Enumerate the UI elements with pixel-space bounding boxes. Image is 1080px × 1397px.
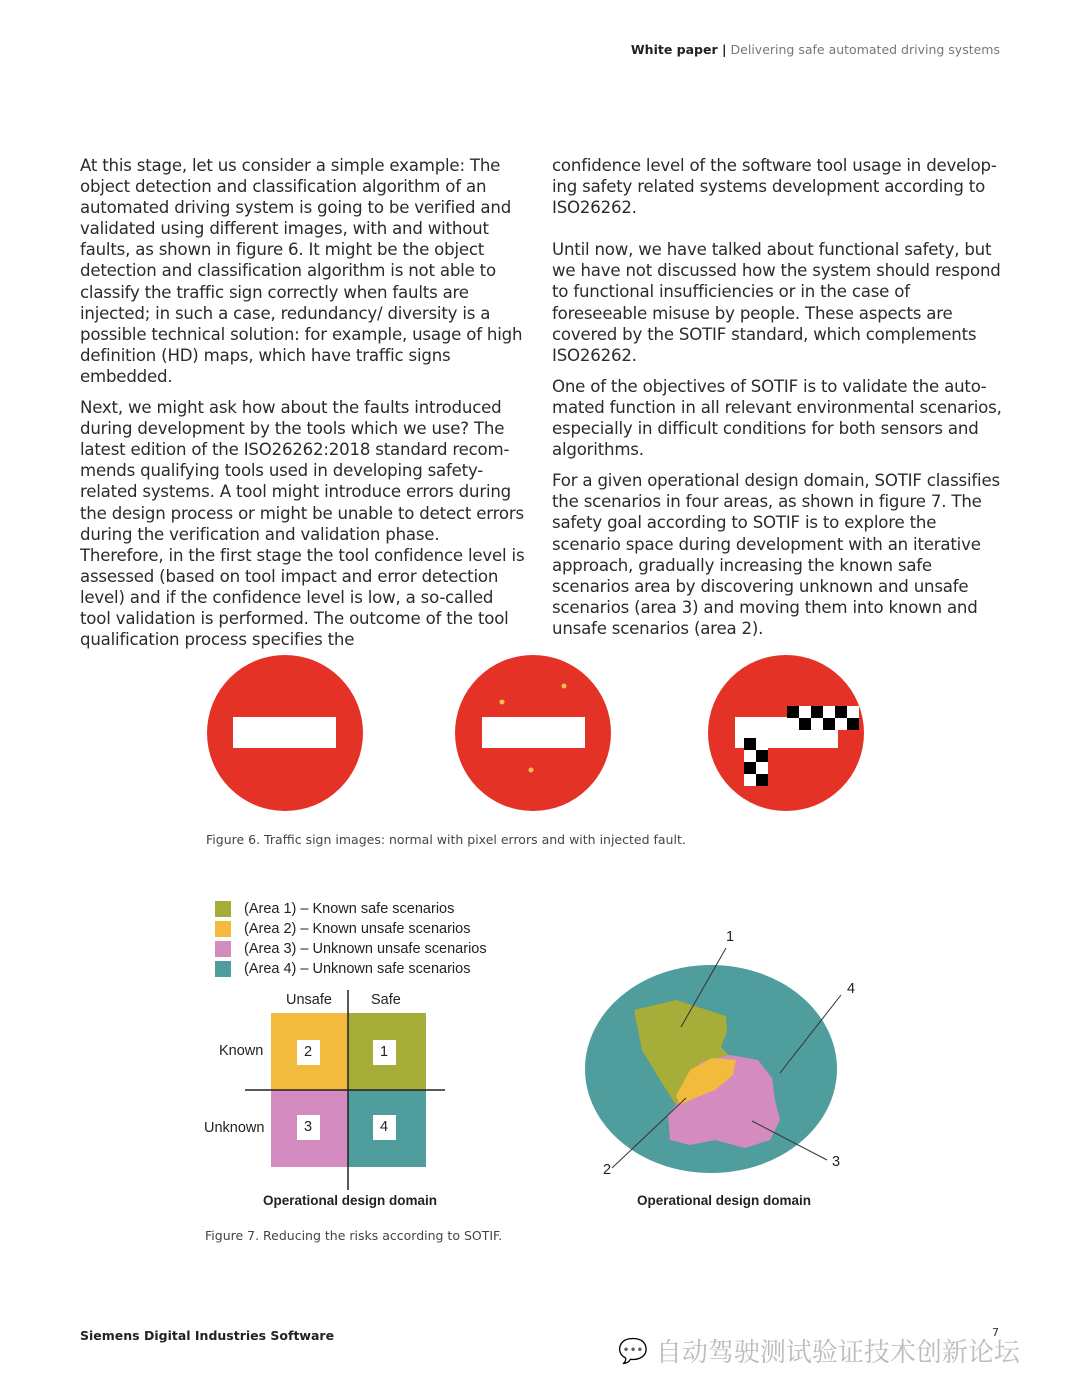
paragraph: For a given operational design domain, SOTIF classifies the scenarios in four areas, as shown in figure 7. The safety goal according to SOTIF is to explore the scenario space during development with an iterative approach, gradually increasing the known safe scenarios area by discovering unknown and unsafe scenarios (area 3) and moving them into known and unsafe scenarios (area 2). [552, 471, 1000, 638]
venn-label-2: 2 [603, 1162, 612, 1178]
legend-label: (Area 4) – Unknown safe scenarios [244, 961, 471, 977]
figure6-caption: Figure 6. Traffic sign images: normal with pixel errors and with injected fault. [206, 832, 686, 847]
watermark [618, 1332, 1020, 1369]
cell-2: 2 [304, 1044, 313, 1060]
col-label-unsafe: Unsafe [286, 992, 332, 1008]
row-label-unknown: Unknown [204, 1120, 265, 1136]
venn-label-1: 1 [726, 929, 735, 945]
cell-4: 4 [380, 1119, 389, 1135]
cell-3: 3 [304, 1119, 313, 1135]
header-label: White paper | [630, 42, 727, 57]
venn-title: Operational design domain [637, 1193, 812, 1208]
cell-1: 1 [380, 1044, 389, 1060]
wechat-icon: 💬 [618, 1336, 648, 1365]
figure7-caption: Figure 7. Reducing the risks according to SOTIF. [205, 1228, 503, 1243]
paragraph: confidence level of the software tool usage in developing safety related systems development according to ISO26262. [552, 156, 997, 218]
venn-label-4: 4 [847, 981, 856, 997]
row-label-known: Known [219, 1043, 264, 1059]
legend-label: (Area 1) – Known safe scenarios [244, 901, 455, 917]
paragraph: One of the objectives of SOTIF is to validate the automated function in all relevant environmental scenarios, especially in difficult conditions for both sensors and algorithms. [552, 376, 1002, 460]
legend-label: (Area 2) – Known unsafe scenarios [244, 921, 471, 937]
legend-label: (Area 3) – Unknown unsafe scenarios [244, 941, 487, 957]
venn-diagram [585, 948, 841, 1173]
paragraph: Until now, we have talked about functional safety, but we have not discussed how the system should respond to functional insufficiencies or in the case of foreseeable misuse by people. These aspects are covered by the SOTIF standard, which complements ISO26262. [552, 240, 1001, 365]
header-title: Delivering safe automated driving systems [730, 42, 1000, 57]
footer-company: Siemens Digital Industries Software [80, 1328, 335, 1343]
page-number: 7 [992, 1326, 999, 1339]
grid-title: Operational design domain [263, 1193, 438, 1208]
venn-label-3: 3 [832, 1154, 841, 1170]
col-label-safe: Safe [371, 992, 401, 1008]
watermark-text: 自动驾驶测试验证技术创新论坛 [655, 1338, 1020, 1368]
paragraph: Next, we might ask how about the faults introduced during development by the tools which we use? The latest edition of the ISO26262:2018 standard recommends qualifying tools used in developing safety-related systems. A tool might introduce errors during the design process or might be unable to detect errors during the verification and validation phase. Therefore, in the first stage the tool confidence level is assessed (based on tool impact and error detection level) and if the confidence level is low, a so-called tool validation is performed. The outcome of the tool qualification process specifies the [80, 398, 525, 650]
paragraph: At this stage, let us consider a simple example: The object detection and classification algorithm of an automated driving system is going to be verified and validated using different images, with and without faults, as shown in figure 6. It might be the object detection and classification algorithm is not able to classify the traffic sign correctly when faults are injected; in such a case, redundancy/ diversity is a possible technical solution: for example, usage of high definition (HD) maps, which have traffic signs embedded. [80, 156, 523, 386]
